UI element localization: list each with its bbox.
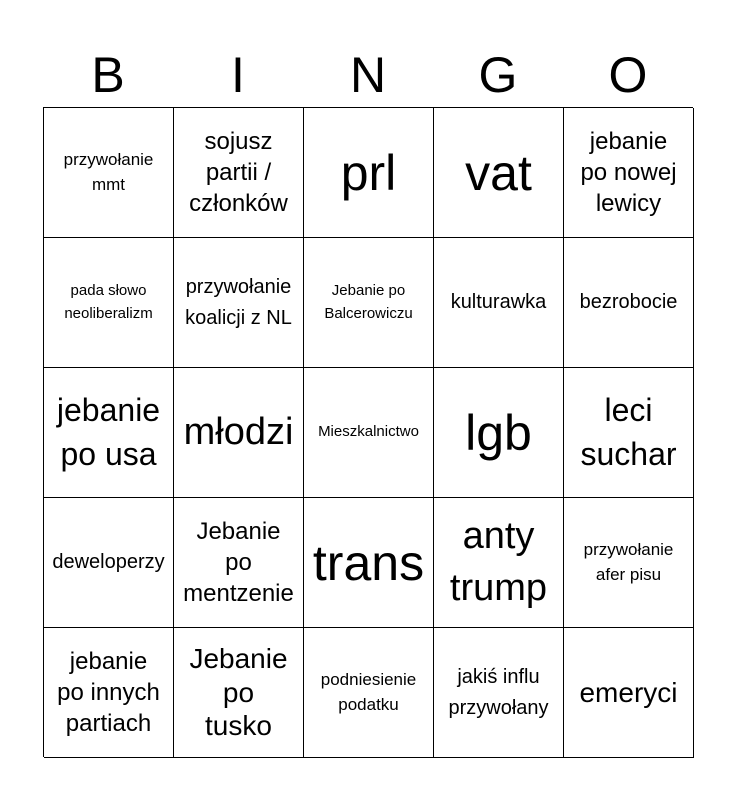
bingo-cell[interactable] <box>304 368 434 498</box>
cell-text: vat <box>465 144 532 201</box>
bingo-cell[interactable] <box>44 238 174 368</box>
bingo-cell[interactable] <box>174 108 304 238</box>
bingo-cell[interactable] <box>304 498 434 628</box>
cell-text: Jebanie po tusko <box>189 643 288 742</box>
header-letter-n: N <box>349 47 387 103</box>
header-letter-o: O <box>608 47 648 103</box>
bingo-cell[interactable] <box>174 628 304 758</box>
bingo-cell[interactable] <box>44 628 174 758</box>
bingo-cell[interactable] <box>304 108 434 238</box>
bingo-cell[interactable] <box>564 628 694 758</box>
cell-text: pada słowo neoliberalizm <box>64 282 153 322</box>
bingo-cell[interactable] <box>434 238 564 368</box>
cell-text: prl <box>340 144 397 201</box>
bingo-cell[interactable] <box>434 368 564 498</box>
cell-text: Jebanie po Balcerowiczu <box>324 282 413 322</box>
header-letter-b: B <box>91 47 125 103</box>
cell-text: trans <box>312 534 425 591</box>
bingo-cell[interactable] <box>564 498 694 628</box>
bingo-cell[interactable] <box>304 238 434 368</box>
bingo-cell[interactable] <box>434 498 564 628</box>
cell-text: jebanie po innych partiach <box>57 647 160 738</box>
cell-text: młodzi <box>183 410 294 453</box>
cell-text: Jebanie po mentzenie <box>183 517 294 608</box>
cell-text: podniesienie podatku <box>320 669 417 714</box>
bingo-header <box>43 44 693 106</box>
cell-text: sojusz partii / członków <box>189 127 288 218</box>
bingo-cell[interactable] <box>564 108 694 238</box>
cell-text: deweloperzy <box>52 551 165 573</box>
cell-text: przywołanie koalicji z NL <box>185 275 292 329</box>
bingo-cell[interactable] <box>564 238 694 368</box>
bingo-grid <box>43 107 693 757</box>
bingo-cell[interactable] <box>304 628 434 758</box>
bingo-cell[interactable] <box>434 108 564 238</box>
cell-text: lgb <box>465 404 532 461</box>
bingo-cell[interactable] <box>564 368 694 498</box>
cell-text: Mieszkalnictwo <box>318 423 419 441</box>
bingo-cell[interactable] <box>44 368 174 498</box>
cell-text: leci suchar <box>580 392 677 472</box>
bingo-cell[interactable] <box>174 238 304 368</box>
bingo-cell[interactable] <box>44 498 174 628</box>
bingo-cell[interactable] <box>174 498 304 628</box>
cell-text: jebanie po nowej lewicy <box>580 127 677 218</box>
cell-text: przywołanie afer pisu <box>583 539 674 584</box>
cell-text: bezrobocie <box>579 291 678 313</box>
cell-text: emeryci <box>579 676 678 708</box>
header-letter-i: I <box>231 47 245 103</box>
cell-text: kulturawka <box>450 291 547 313</box>
cell-text: jakiś influ przywołany <box>448 665 549 719</box>
bingo-cell[interactable] <box>434 628 564 758</box>
cell-text: przywołanie mmt <box>63 149 154 194</box>
header-letter-g: G <box>478 47 518 103</box>
bingo-cell[interactable] <box>174 368 304 498</box>
cell-text: anty trump <box>449 515 548 609</box>
cell-text: jebanie po usa <box>56 392 161 472</box>
bingo-cell[interactable] <box>44 108 174 238</box>
